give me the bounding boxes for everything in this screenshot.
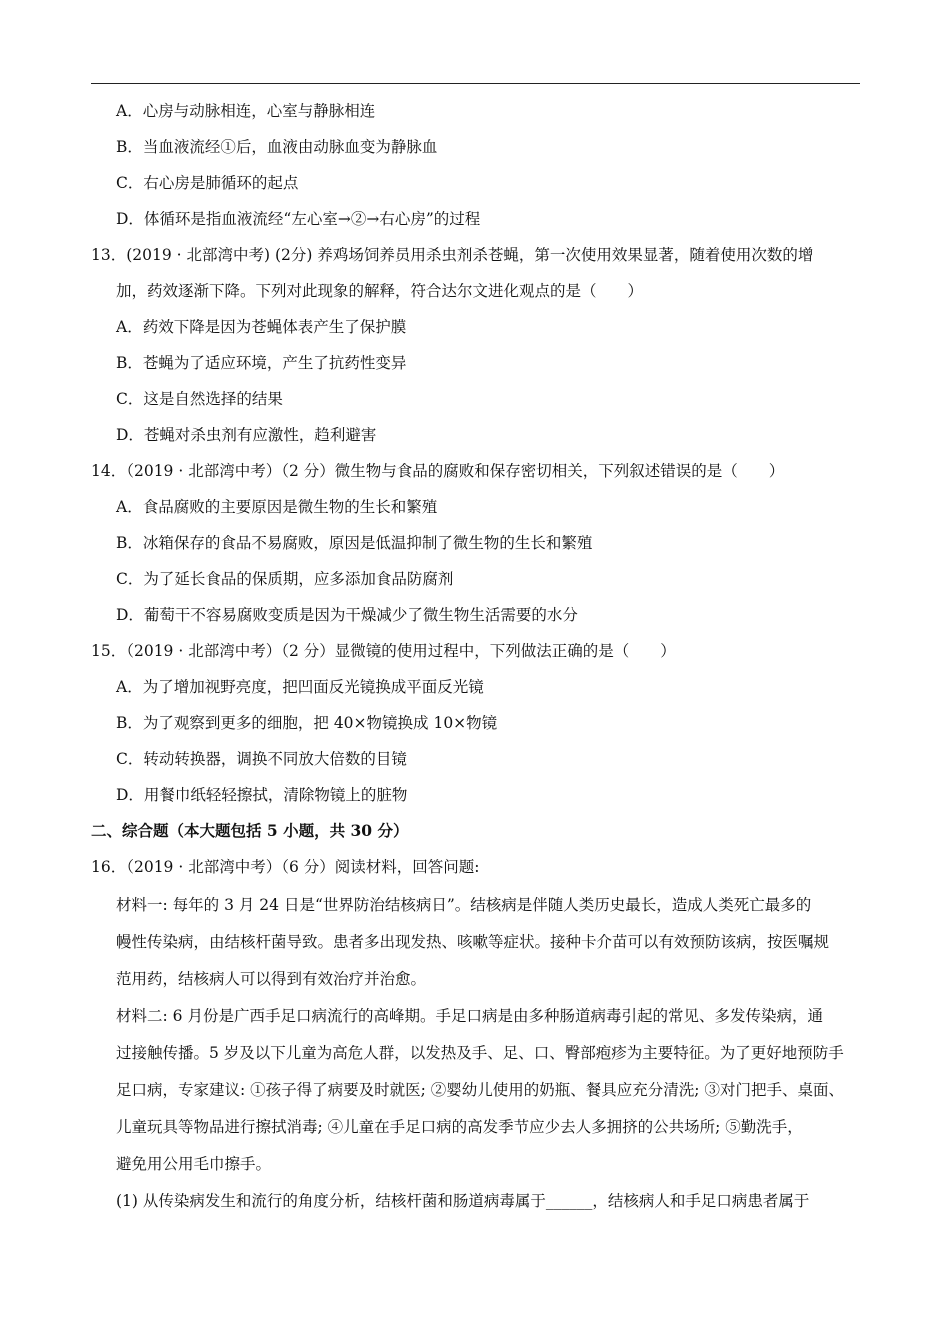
q13-option-d: D．苍蝇对杀虫剂有应激性，趋利避害: [116, 426, 377, 444]
q16-material2-line3: 足口病，专家建议: ①孩子得了病要及时就医; ②婴幼儿使用的奶瓶、餐具应充分清洗; ③对门把手、桌面、: [116, 1081, 844, 1099]
q15-option-d: D．用餐巾纸轻轻擦拭，清除物镜上的脏物: [116, 786, 408, 804]
q16-material2-line4: 儿童玩具等物品进行擦拭消毒; ④儿童在手足口病的高发季节应少去人多拥挤的公共场所; ⑤勤洗手，: [116, 1118, 803, 1136]
q13-option-b: B．苍蝇为了适应环境，产生了抗药性变异: [116, 354, 407, 372]
q15-option-a: A．为了增加视野亮度，把凹面反光镜换成平面反光镜: [116, 678, 484, 696]
q14-option-a: A．食品腐败的主要原因是微生物的生长和繁殖: [116, 498, 438, 516]
q12-option-a: A．心房与动脉相连，心室与静脉相连: [116, 102, 376, 120]
q16-stem: 16．（2019 · 北部湾中考）（6 分）阅读材料，回答问题:: [91, 858, 480, 876]
q16-subquestion-1: (1) 从传染病发生和流行的角度分析，结核杆菌和肠道病毒属于______，结核病人和手足口病患者属于: [116, 1192, 810, 1210]
q13-option-c: C．这是自然选择的结果: [116, 390, 283, 408]
header-rule: [91, 83, 860, 84]
q14-option-d: D．葡萄干不容易腐败变质是因为干燥减少了微生物生活需要的水分: [116, 606, 578, 624]
q16-material1-line3: 范用药，结核病人可以得到有效治疗并治愈。: [116, 970, 427, 988]
q13-option-a: A．药效下降是因为苍蝇体表产生了保护膜: [116, 318, 407, 336]
q12-option-c: C．右心房是肺循环的起点: [116, 174, 299, 192]
q13-stem-line1: 13．(2019 · 北部湾中考) (2分) 养鸡场饲养员用杀虫剂杀苍蝇，第一次使用效果显著，随着使用次数的增: [91, 246, 814, 264]
q13-stem-line2: 加，药效逐渐下降。下列对此现象的解释，符合达尔文进化观点的是（ ）: [116, 282, 644, 300]
q12-option-d: D．体循环是指血液流经“左心室→②→右心房”的过程: [116, 210, 481, 228]
q14-option-b: B．冰箱保存的食品不易腐败，原因是低温抑制了微生物的生长和繁殖: [116, 534, 593, 552]
q16-material2-line1: 材料二: 6 月份是广西手足口病流行的高峰期。手足口病是由多种肠道病毒引起的常见、多发传染病，通: [116, 1007, 823, 1025]
q16-material1-line2: 幔性传染病，由结核杆菌导致。患者多出现发热、咳嗽等症状。接种卡介苗可以有效预防该病，按医嘱规: [116, 933, 830, 951]
q15-option-c: C．转动转换器，调换不同放大倍数的目镜: [116, 750, 407, 768]
q16-material1-line1: 材料一: 每年的 3 月 24 日是“世界防治结核病日”。结核病是伴随人类历史最长，造成人类死亡最多的: [116, 896, 812, 914]
q15-stem: 15．（2019 · 北部湾中考）（2 分）显微镜的使用过程中，下列做法正确的是（ ）: [91, 642, 676, 660]
q15-option-b: B．为了观察到更多的细胞，把 40×物镜换成 10×物镜: [116, 714, 498, 732]
q12-option-b: B．当血液流经①后，血液由动脉血变为静脉血: [116, 138, 438, 156]
section-heading: 二、综合题（本大题包括 5 小题，共 30 分）: [91, 821, 409, 840]
q16-material2-line5: 避免用公用毛巾擦手。: [116, 1155, 272, 1173]
q16-material2-line2: 过接触传播。5 岁及以下儿童为高危人群，以发热及手、足、口、臀部疱疹为主要特征。为了更好地预防手: [116, 1044, 844, 1062]
q14-stem: 14．（2019 · 北部湾中考）（2 分）微生物与食品的腐败和保存密切相关，下列叙述错误的是（ ）: [91, 462, 785, 480]
q14-option-c: C．为了延长食品的保质期，应多添加食品防腐剂: [116, 570, 454, 588]
